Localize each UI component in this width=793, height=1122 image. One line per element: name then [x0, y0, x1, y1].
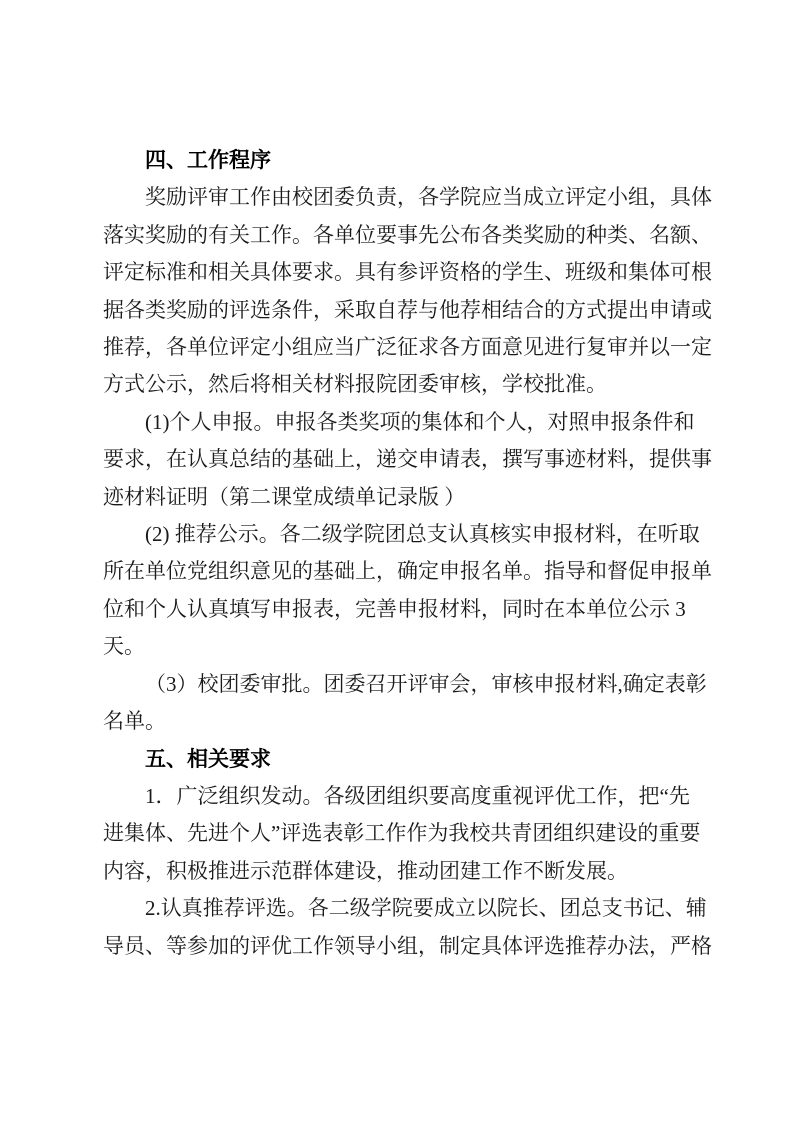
text-line: 位和个人认真填写申报表，完善申报材料，同时在本单位公示 3: [103, 596, 686, 621]
text-line: 天。: [103, 634, 145, 659]
text-line: 所在单位党组织意见的基础上，确定申报名单。指导和督促申报单: [103, 559, 712, 584]
paragraph: [103, 778, 701, 890]
text-line: 推荐，各单位评定小组应当广泛征求各方面意见进行复审并以一定: [103, 335, 712, 360]
paragraph: [103, 890, 712, 965]
text-line: (1)个人申报。申报各类奖项的集体和个人，对照申报条件和: [145, 409, 695, 434]
text-line: 迹材料证明（第二课堂成绩单记录版 ）: [103, 484, 466, 509]
paragraph: [103, 179, 712, 403]
text-line: 1．广泛组织发动。各级团组织要高度重视评优工作，把“先: [145, 783, 690, 808]
text-line: 导员、等参加的评优工作领导小组，制定具体评选推荐办法，严格: [103, 933, 712, 958]
text-line: 方式公示，然后将相关材料报院团委审核，学校批准。: [103, 372, 607, 397]
text-line: 进集体、先进个人”评选表彰工作作为我校共青团组织建设的重要: [103, 821, 701, 846]
text-line: 评定标准和相关具体要求。具有参评资格的学生、班级和集体可根: [103, 260, 712, 285]
text-line: 五、相关要求: [145, 747, 271, 771]
section-heading: [103, 741, 693, 778]
text-line: 2.认真推荐评选。各二级学院要成立以院长、团总支书记、辅: [145, 896, 707, 921]
text-line: 内容，积极推进示范群体建设，推动团建工作不断发展。: [103, 858, 628, 883]
paragraph: [103, 404, 712, 516]
text-line: 四、工作程序: [145, 149, 271, 172]
paragraph: [103, 516, 712, 666]
text-line: 名单。: [103, 709, 166, 734]
text-line: 奖励评审工作由校团委负责，各学院应当成立评定小组，具体: [145, 185, 712, 210]
text-line: （3）校团委审批。团委召开评审会，审核申报材料,确定表彰: [145, 671, 707, 696]
text-line: 落实奖励的有关工作。各单位要事先公布各类奖励的种类、名额、: [103, 222, 712, 247]
paragraph: [103, 666, 707, 741]
text-line: 要求，在认真总结的基础上，递交申请表，撰写事迹材料，提供事: [103, 447, 712, 472]
text-line: 据各类奖励的评选条件，采取自荐与他荐相结合的方式提出申请或: [103, 297, 712, 322]
text-line: (2) 推荐公示。各二级学院团总支认真核实申报材料，在听取: [145, 522, 700, 547]
section-heading: [103, 142, 693, 179]
